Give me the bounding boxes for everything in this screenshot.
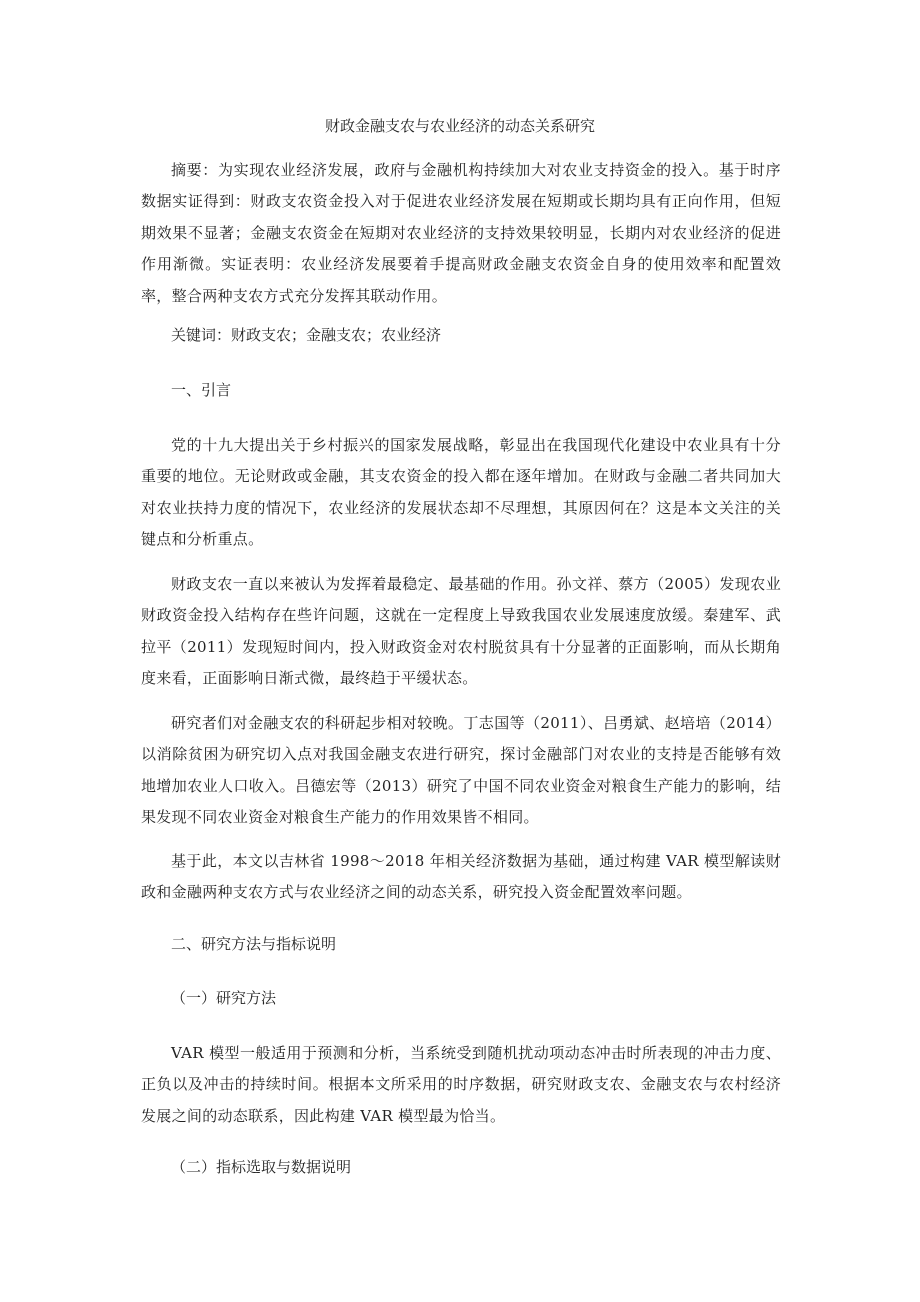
intro-paragraph-1: 党的十九大提出关于乡村振兴的国家发展战略，彰显出在我国现代化建设中农业具有十分重要的地位。无论财政或金融，其支农资金的投入都在逐年增加。在财政与金融二者共同加大对农业扶持力度的情况下，农业经济的发展状态却不尽理想，其原因何在？这是本文关注的关键点和分析重点。 [141, 436, 781, 549]
abstract-paragraph: 摘要：为实现农业经济发展，政府与金融机构持续加大对农业支持资金的投入。基于时序数据实证得到：财政支农资金投入对于促进农业经济发展在短期或长期均具有正向作用，但短期效果不显著；金融支农资金在短期对农业经济的支持效果较明显，长期内对农业经济的促进作用渐微。实证表明：农业经济发展要着手提高财政金融支农资金自身的使用效率和配置效率，整合两种支农方式充分发挥其联动作用。 [141, 161, 781, 305]
subsection-heading-indicators: （二）指标选取与数据说明 [171, 1158, 352, 1176]
intro-paragraph-3: 研究者们对金融支农的科研起步相对较晚。丁志国等（2011）、吕勇斌、赵培培（2014）以消除贫困为研究切入点对我国金融支农进行研究，探讨金融部门对农业的支持是否能够有效地增加农业人口收入。吕德宏等（2013）研究了中国不同农业资金对粮食生产能力的影响，结果发现不同农业资金对粮食生产能力的作用效果皆不相同。 [141, 714, 781, 827]
section-heading-methods: 二、研究方法与指标说明 [171, 935, 337, 953]
keywords-line: 关键词：财政支农；金融支农；农业经济 [171, 326, 442, 344]
intro-paragraph-4: 基于此，本文以吉林省 1998～2018 年相关经济数据为基础，通过构建 VAR 模型解读财政和金融两种支农方式与农业经济之间的动态关系，研究投入资金配置效率问题。 [141, 852, 781, 902]
document-title: 财政金融支农与农业经济的动态关系研究 [324, 117, 595, 135]
section-heading-introduction: 一、引言 [171, 381, 232, 399]
intro-paragraph-2: 财政支农一直以来被认为发挥着最稳定、最基础的作用。孙文祥、蔡方（2005）发现农业财政资金投入结构存在些许问题，这就在一定程度上导致我国农业发展速度放缓。秦建军、武拉平（2011）发现短时间内，投入财政资金对农村脱贫具有十分显著的正面影响，而从长期角度来看，正面影响日渐式微，最终趋于平缓状态。 [141, 575, 781, 688]
methods-paragraph: VAR 模型一般适用于预测和分析，当系统受到随机扰动项动态冲击时所表现的冲击力度、正负以及冲击的持续时间。根据本文所采用的时序数据，研究财政支农、金融支农与农村经济发展之间的动态联系，因此构建 VAR 模型最为恰当。 [141, 1044, 781, 1125]
subsection-heading-research-method: （一）研究方法 [171, 989, 277, 1007]
